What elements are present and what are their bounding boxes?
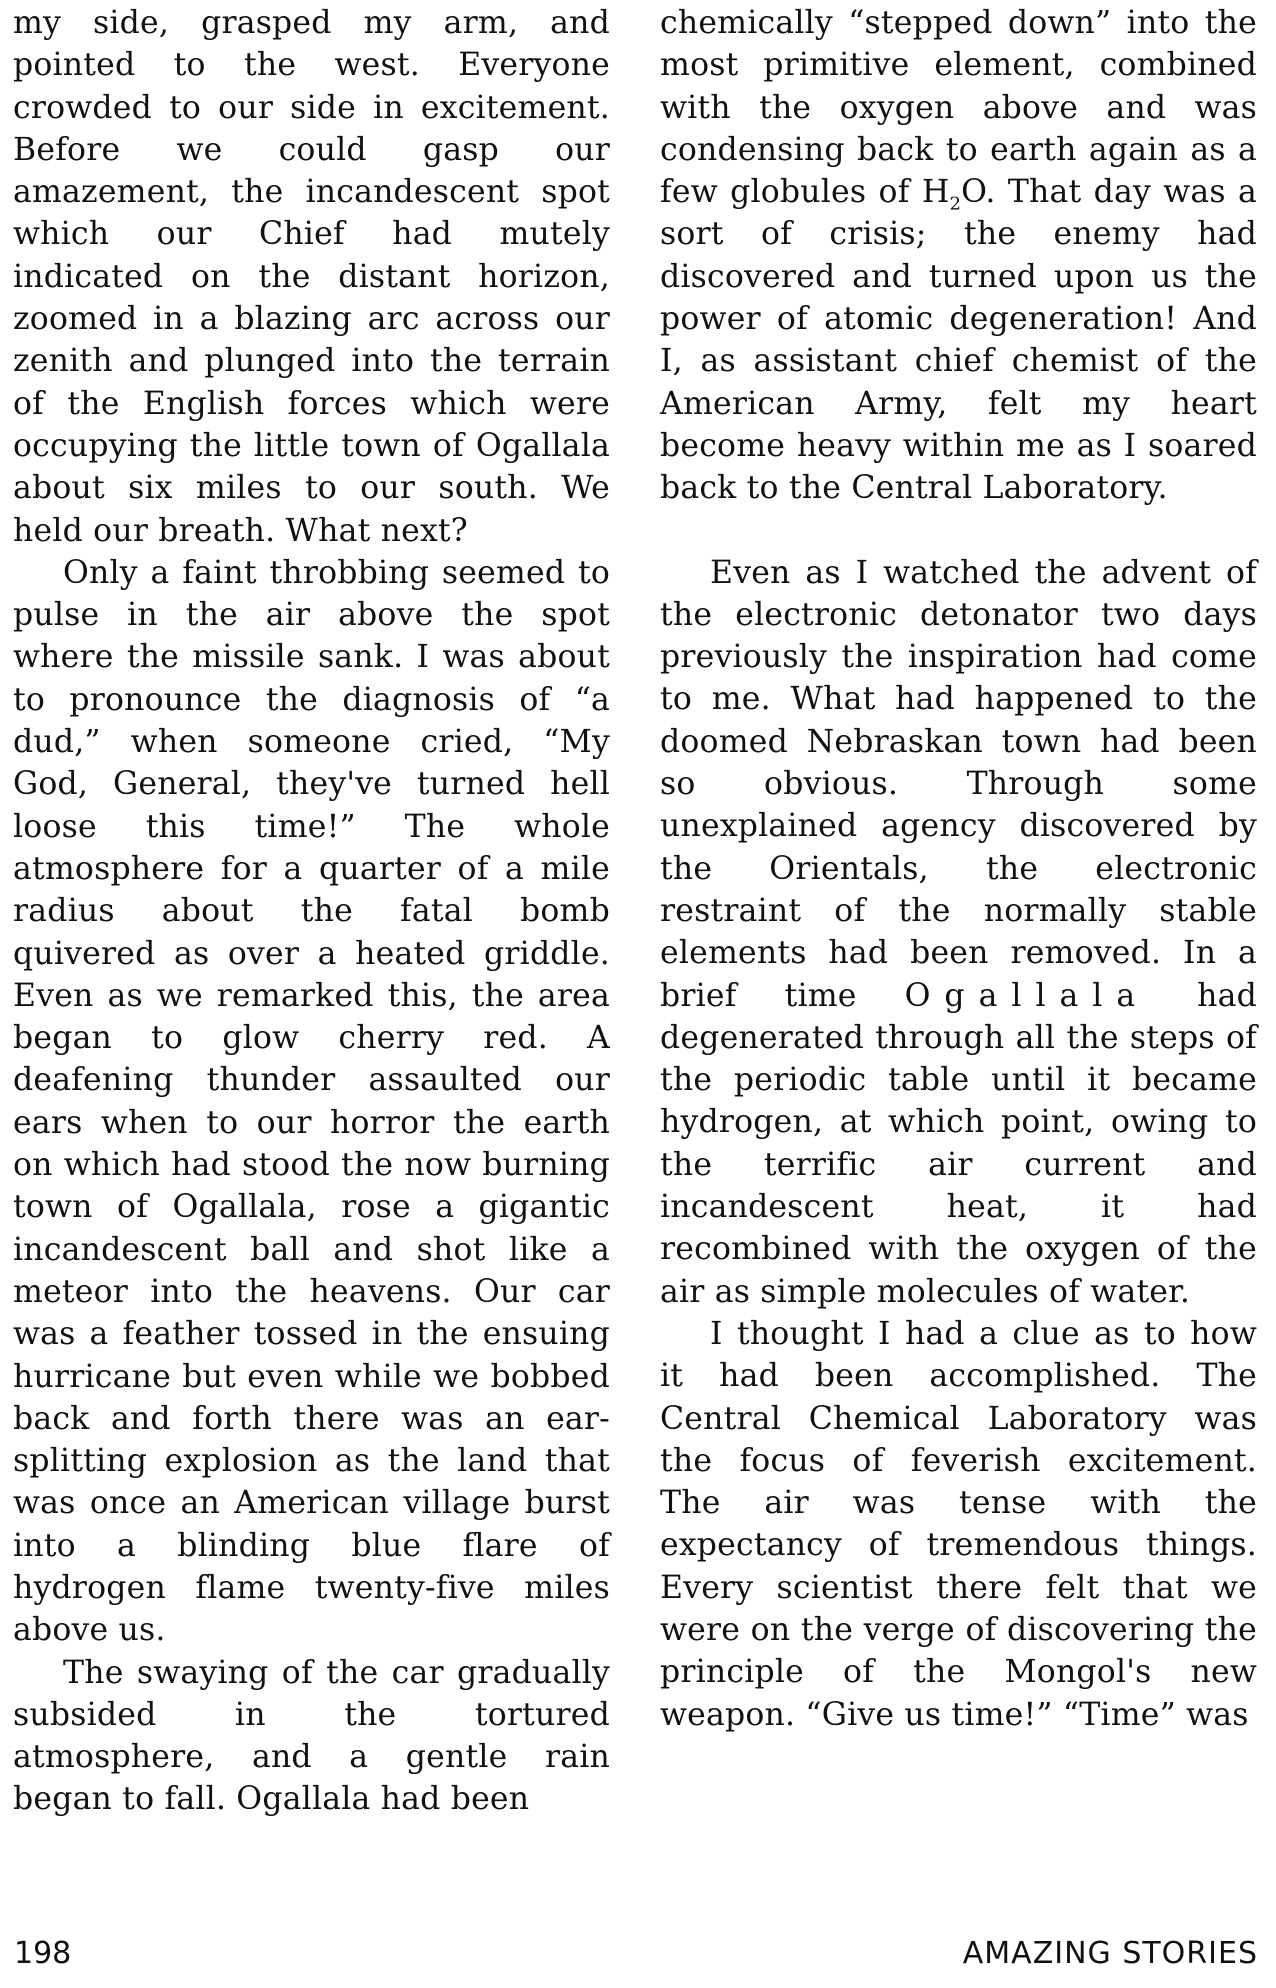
left-column [13,2,610,1821]
right-paragraph-3: I thought I had a clue as to how it had been accomplished. The Central Chemical Laboratory was the focus of feverish excitement. The air was tense with the expectancy of tremendous things. Every scientist there felt that we were on the verge of discovering the principle of the Mongol's new weapon. “Give us time!” “Time” was [660,1315,1257,1733]
h2o-subscript: 2 [949,193,962,215]
spaced-town-name: Ogallala [904,977,1150,1014]
right-paragraph-2-text-cont: had degenerated through all the steps of the periodic table until it became hydrogen, at which point, owing to the terrific air current and incandescent heat, it had recombined with the oxygen of the air as simple molecules of water. [660,977,1257,1310]
right-paragraph-2 [660,552,1257,1313]
right-paragraph-1-text-cont: O. That day was a sort of crisis; the enemy had discovered and turned upon us the power of atomic degeneration! And I, as assistant chief chemist of the American Army, felt my heart become heavy within me as I soared back to the Central Laboratory. [660,174,1257,507]
left-paragraph-2: Only a faint throbbing seemed to pulse in the air above the spot where the missile sank. I was about to pronounce the diagnosis of “a dud,” when someone cried, “My God, General, they've turned hell loose this time!” The whole atmosphere for a quarter of a mile radius about the fatal bomb quivered as over a heated griddle. Even as we remarked this, the area began to glow cherry red. A deafening thunder assaulted our ears when to our horror the earth on which had stood the now burning town of Ogallala, rose a gigantic incandescent ball and shot like a meteor into the heavens. Our car was a feather tossed in the ensuing hurricane but even while we bobbed back and forth there was an ear-splitting explosion as the land that was once an American village burst into a blinding blue flare of hydrogen flame twenty-five miles above us. [13,554,610,1649]
left-paragraph-1: my side, grasped my arm, and pointed to the west. Everyone crowded to our side in excitement. Before we could gasp our amazement, the incandescent spot which our Chief had mutely indicated on the distant horizon, zoomed in a blazing arc across our zenith and plunged into the terrain of the English forces which were occupying the little town of Ogallala about six miles to our south. We held our breath. What next? [13,5,610,549]
right-paragraph-1-text: chemically “stepped down” into the most primitive element, combined with the oxygen above and was condensing back to earth again as a few globules of H [660,5,1257,211]
right-column [660,2,1257,1736]
page-number: 198 [14,1936,72,1971]
right-paragraph-2-text: Even as I watched the advent of the electronic detonator two days previously the inspiration had come to me. What had happened to the doomed Nebraskan town had been so obvious. Through some unexplained agency discovered by the Orientals, the electronic restraint of the normally stable elements had been removed. In a brief time [660,554,1257,1014]
right-paragraph-1 [660,2,1257,510]
left-paragraph-3: The swaying of the car gradually subsided in the tortured atmosphere, and a gentle rain began to fall. Ogallala had been [13,1654,610,1818]
magazine-title: AMAZING STORIES [962,1936,1258,1971]
